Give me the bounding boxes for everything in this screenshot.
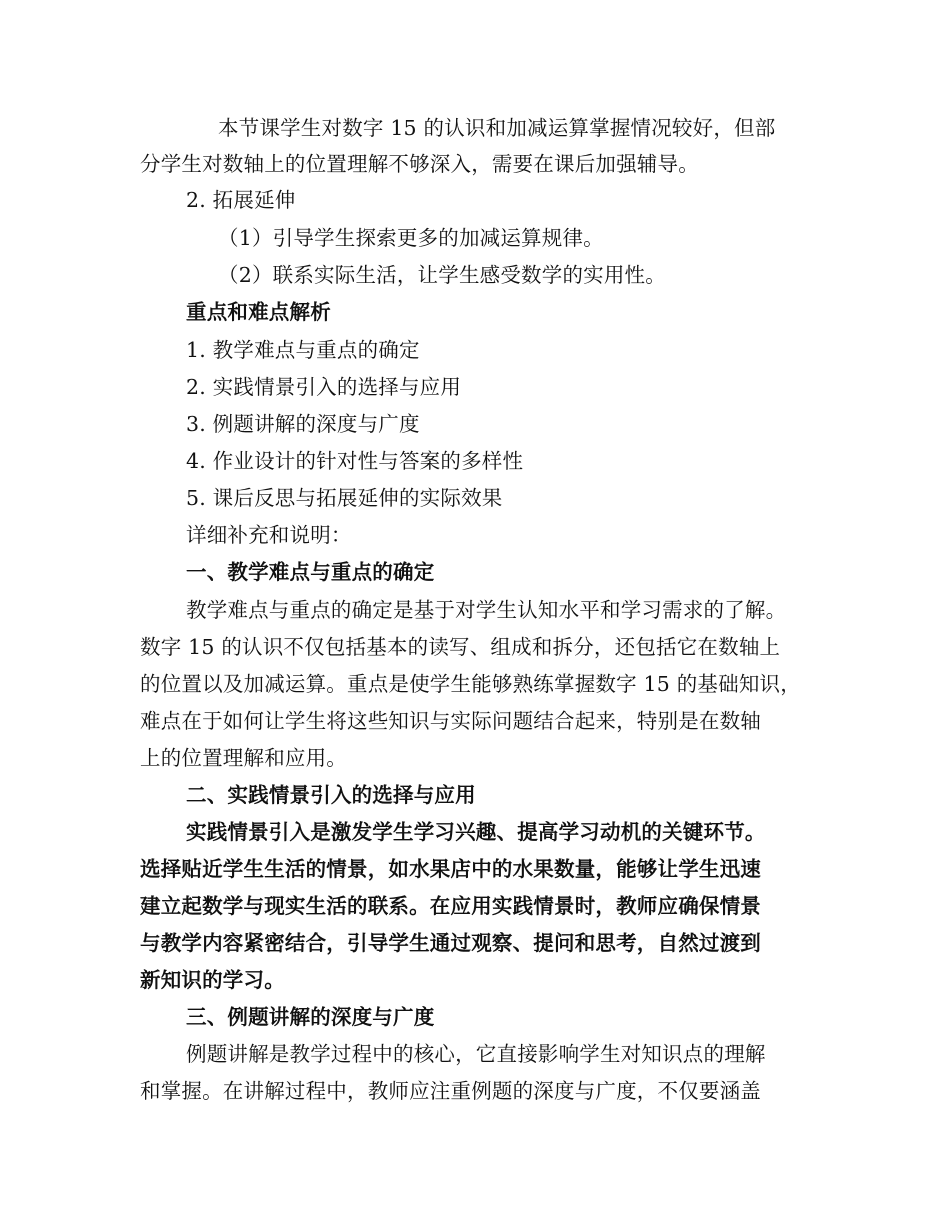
section3-line-1: 例题讲解是教学过程中的核心，它直接影响学生对知识点的理解 [186,1042,766,1066]
section2-line-3: 建立起数学与现实生活的联系。在应用实践情景时，教师应确保情景 [140,894,761,918]
section1-heading: 一、教学难点与重点的确定 [186,560,435,584]
extension-item-2: （2）联系实际生活，让学生感受数学的实用性。 [218,263,666,287]
section2-line-4: 与教学内容紧密结合，引导学生通过观察、提问和思考，自然过渡到 [140,931,761,955]
section3-line-2: 和掌握。在讲解过程中，教师应注重例题的深度与广度，不仅要涵盖 [140,1079,761,1103]
extension-item-1: （1）引导学生探索更多的加减运算规律。 [218,226,604,250]
section2-heading: 二、实践情景引入的选择与应用 [186,783,476,807]
section1-line-2: 数字 15 的认识不仅包括基本的读写、组成和拆分，还包括它在数轴上 [140,635,781,659]
section1-line-1: 教学难点与重点的确定是基于对学生认知水平和学习需求的了解。 [186,598,787,622]
section1-line-5: 上的位置理解和应用。 [140,746,347,770]
section1-line-3: 的位置以及加减运算。重点是使学生能够熟练掌握数字 15 的基础知识， [140,672,801,696]
key-point-item-2: 2. 实践情景引入的选择与应用 [186,375,462,399]
section1-line-4: 难点在于如何让学生将这些知识与实际问题结合起来，特别是在数轴 [140,709,761,733]
section2-line-5: 新知识的学习。 [140,968,285,992]
section3-heading: 三、例题讲解的深度与广度 [186,1005,435,1029]
section2-line-2: 选择贴近学生生活的情景，如水果店中的水果数量，能够让学生迅速 [140,857,761,881]
key-points-heading: 重点和难点解析 [186,300,331,324]
intro-line-1: 本节课学生对数字 15 的认识和加减运算掌握情况较好，但部 [218,116,776,140]
key-point-item-3: 3. 例题讲解的深度与广度 [186,412,420,436]
key-point-item-5: 5. 课后反思与拓展延伸的实际效果 [186,486,503,510]
extension-heading: 2. 拓展延伸 [186,188,296,212]
intro-line-2: 分学生对数轴上的位置理解不够深入，需要在课后加强辅导。 [140,152,699,176]
key-point-item-1: 1. 教学难点与重点的确定 [186,338,420,362]
section2-line-1: 实践情景引入是激发学生学习兴趣、提高学习动机的关键环节。 [186,820,766,844]
key-point-item-4: 4. 作业设计的针对性与答案的多样性 [186,449,524,473]
details-label: 详细补充和说明： [186,523,352,547]
